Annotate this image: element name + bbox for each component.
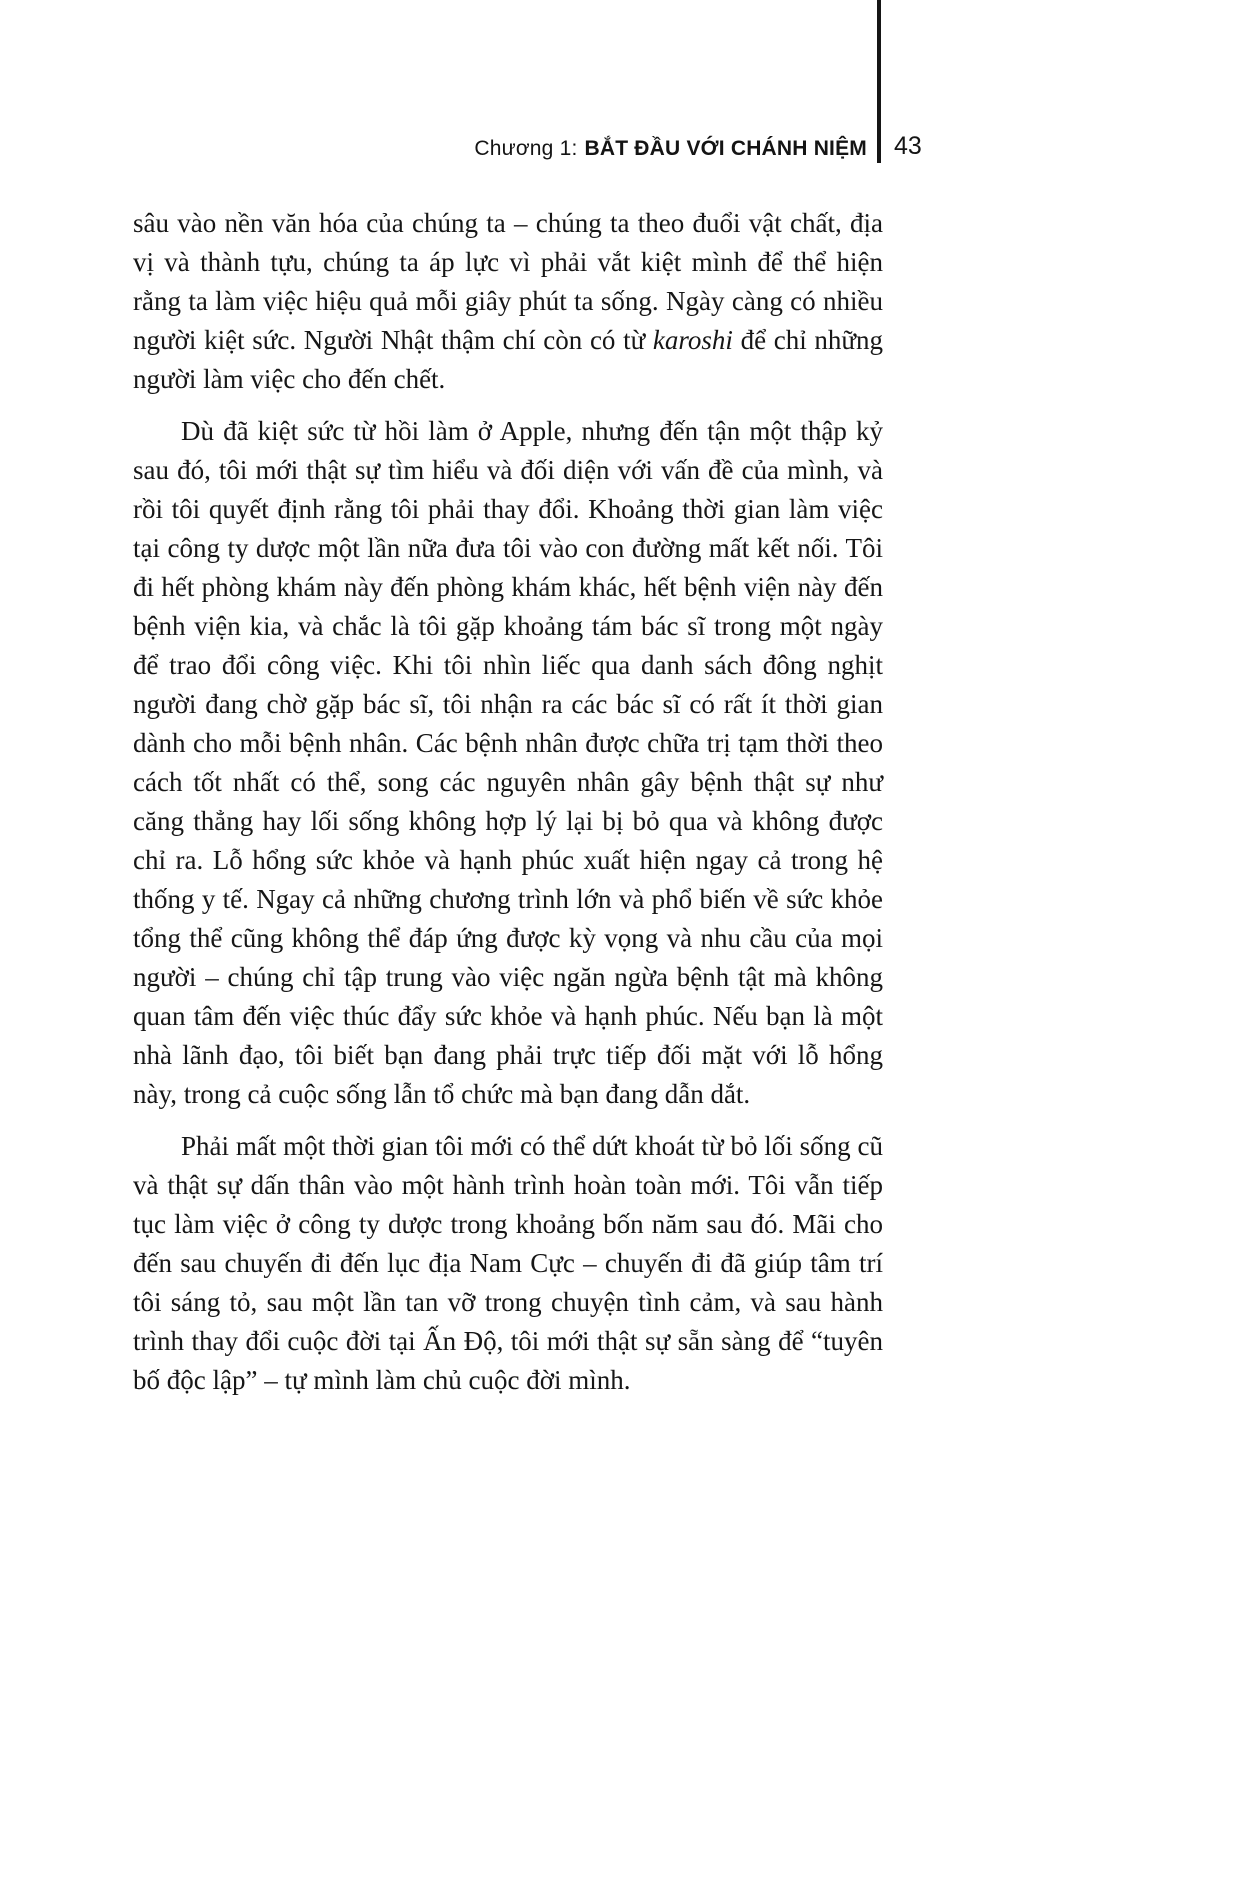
header-edge-rule (877, 0, 881, 163)
text-segment: sâu vào nền văn hóa của chúng ta – chúng ta theo đuổi vật chất, địa vị và thành tựu, chúng ta áp lực vì phải vắt kiệt mình để thể hiện rằng ta làm việc hiệu quả mỗi giây phút ta sống. Ngày càng có nhiều người kiệt sức. Người Nhật thậm chí còn có từ (133, 208, 883, 355)
paragraph (133, 412, 883, 1114)
chapter-title: BẮT ĐẦU VỚI CHÁNH NIỆM (584, 137, 867, 160)
text-segment: karoshi (652, 325, 733, 355)
paragraph (133, 204, 883, 399)
page-number: 43 (894, 132, 922, 160)
text-segment: để chỉ những người làm việc cho đến chết. (133, 325, 884, 394)
paragraph (133, 1127, 883, 1400)
text-segment: Dù đã kiệt sức từ hồi làm ở Apple, nhưng đến tận một thập kỷ sau đó, tôi mới thật sự tìm hiểu và đối diện với vấn đề của mình, và rồi tôi quyết định rằng tôi phải thay đổi. Khoảng thời gian làm việc tại công ty dược một lần nữa đưa tôi vào con đường mất kết nối. Tôi đi hết phòng khám này đến phòng khám khác, hết bệnh viện này đến bệnh viện kia, và chắc là tôi gặp khoảng tám bác sĩ trong một ngày để trao đổi công việc. Khi tôi nhìn liếc qua danh sách đông nghịt người đang chờ gặp bác sĩ, tôi nhận ra các bác sĩ có rất ít thời gian dành cho mỗi bệnh nhân. Các bệnh nhân được chữa trị tạm thời theo cách tốt nhất có thể, song các nguyên nhân gây bệnh thật sự như căng thẳng hay lối sống không hợp lý lại bị bỏ qua và không được chỉ ra. Lỗ hổng sức khỏe và hạnh phúc xuất hiện ngay cả trong hệ thống y tế. Ngay cả những chương trình lớn và phổ biến về sức khỏe tổng thể cũng không thể đáp ứng được kỳ vọng và nhu cầu của mọi người – chúng chỉ tập trung vào việc ngăn ngừa bệnh tật mà không quan tâm đến việc thúc đẩy sức khỏe và hạnh phúc. Nếu bạn là một nhà lãnh đạo, tôi biết bạn đang phải trực tiếp đối mặt với lỗ hổng này, trong cả cuộc sống lẫn tổ chức mà bạn đang dẫn dắt. (133, 416, 883, 1109)
running-head (133, 137, 867, 161)
chapter-label: Chương 1: (474, 137, 578, 160)
page-body (133, 204, 883, 1413)
text-segment: Phải mất một thời gian tôi mới có thể dứt khoát từ bỏ lối sống cũ và thật sự dấn thân vào một hành trình hoàn toàn mới. Tôi vẫn tiếp tục làm việc ở công ty dược trong khoảng bốn năm sau đó. Mãi cho đến sau chuyến đi đến lục địa Nam Cực – chuyến đi đã giúp tâm trí tôi sáng tỏ, sau một lần tan vỡ trong chuyện tình cảm, và sau hành trình thay đổi cuộc đời tại Ấn Độ, tôi mới thật sự sẵn sàng để “tuyên bố độc lập” – tự mình làm chủ cuộc đời mình. (133, 1131, 883, 1395)
